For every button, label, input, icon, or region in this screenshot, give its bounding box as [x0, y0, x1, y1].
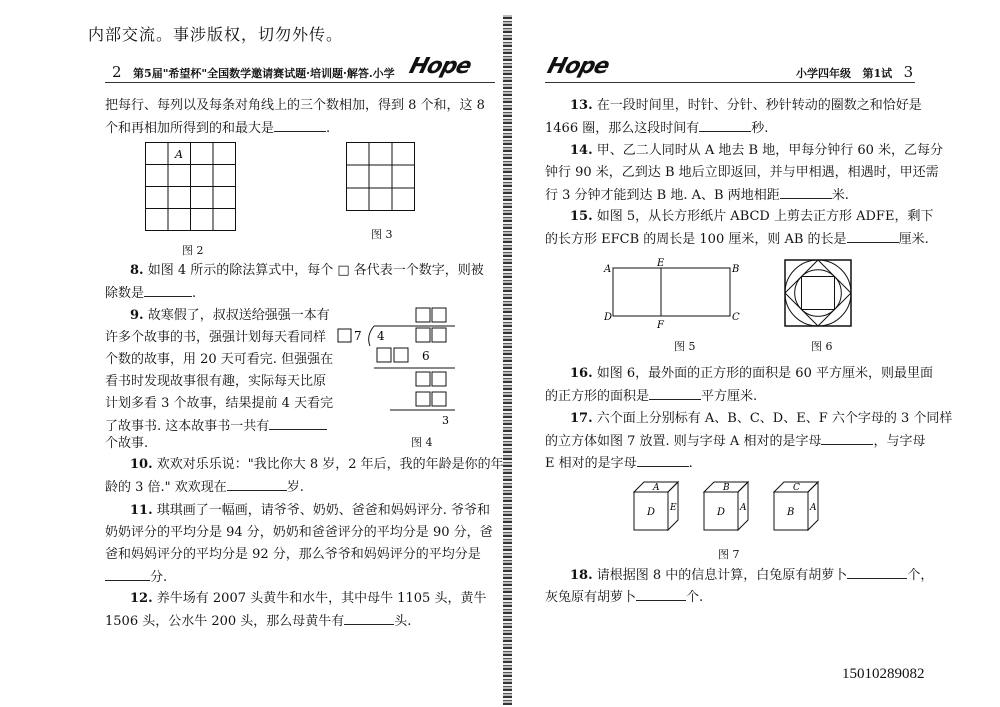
- fig4-box: [416, 328, 430, 342]
- q18-line1: 18. 请根据图 8 中的信息计算，白兔原有胡萝卜 个，: [570, 564, 933, 586]
- q14-line3: 行 3 分钟才能到达 B 地. A、B 两地相距 米.: [545, 184, 849, 206]
- fig2-cell-a: A: [175, 148, 183, 161]
- q9-line5: 计划多看 3 个故事，结果提前 4 天看完: [105, 396, 334, 411]
- fig4-quotient-digit: 4: [377, 329, 385, 343]
- q7-line1: 把每行、每列以及每条对角线上的三个数相加，得到 8 个和，这 8: [105, 98, 485, 113]
- cube1-top: A: [653, 483, 660, 493]
- fig5-label-c: C: [732, 312, 740, 323]
- right-page-number: 3: [903, 63, 914, 81]
- q17-line2: 的立方体如图 7 放置. 则与字母 A 相对的是字母 ，与字母: [545, 430, 925, 452]
- fig4-box: [432, 328, 446, 342]
- fig4-box: [432, 372, 446, 386]
- fig6-caption: 图 6: [811, 340, 833, 353]
- fig4-box: [377, 348, 391, 362]
- cube3-front: B: [787, 507, 795, 518]
- q18-line2: 灰兔原有胡萝卜 个.: [545, 586, 703, 608]
- fig4-box: [338, 329, 351, 342]
- q11-line4: 分.: [105, 566, 167, 588]
- fig4-box: [416, 392, 430, 406]
- fig4-product-digit: 6: [422, 349, 430, 363]
- left-page-number: 2: [112, 63, 122, 81]
- figure-3-grid: [346, 142, 416, 212]
- fig3-caption: 图 3: [371, 228, 393, 241]
- q17-line1: 17. 六个面上分别标有 A、B、C、D、E、F 六个字母的 3 个同样: [570, 411, 953, 426]
- left-header-title: 第5届"希望杯"全国数学邀请赛试题·培训题·解答.小学: [133, 67, 395, 80]
- right-header-grade: 小学四年级: [796, 67, 851, 80]
- q11-line3: 爸和妈妈评分的平均分是 92 分，那么爷爷和妈妈评分的平均分是: [105, 547, 481, 562]
- figure-7-cubes: [630, 478, 830, 536]
- q9-line6: 了故事书. 这本故事书一共有: [105, 415, 327, 437]
- copyright-notice: 内部交流。事涉版权，切勿外传。: [88, 25, 344, 44]
- q9-line4: 看书时发现故事很有趣，实际每天比原: [105, 374, 327, 389]
- cube-2: [704, 482, 748, 530]
- q11-line2: 奶奶评分的平均分是 94 分，奶奶和爸爸评分的平均分是 90 分，爸: [105, 525, 493, 540]
- fig4-box: [416, 372, 430, 386]
- figure-6-nested-squares: [783, 258, 855, 330]
- q8-line2: 除数是 .: [105, 282, 196, 304]
- fig4-box: [416, 308, 430, 322]
- figure-4-division: [330, 302, 470, 432]
- cube1-side: E: [670, 503, 677, 513]
- q16-line2: 的正方形的面积是 平方厘米.: [545, 385, 757, 407]
- fig4-box: [432, 392, 446, 406]
- cube1-front: D: [647, 507, 656, 518]
- fig5-caption: 图 5: [674, 340, 696, 353]
- cube3-top: C: [793, 483, 800, 493]
- fig5-label-a: A: [604, 264, 612, 275]
- q15-line2: 的长方形 EFCB 的周长是 100 厘米，则 AB 的长是 厘米.: [545, 228, 929, 250]
- cube2-front: D: [717, 507, 726, 518]
- q11-line1: 11. 琪琪画了一幅画，请爷爷、奶奶、爸爸和妈妈评分. 爷爷和: [130, 503, 491, 518]
- q13-line2: 1466 圈，那么这段时间有 秒.: [545, 117, 768, 139]
- q9-line1: 9. 故寒假了，叔叔送给强强一本有: [130, 308, 330, 323]
- fig5-label-b: B: [732, 264, 740, 275]
- fig4-caption: 图 4: [411, 436, 433, 449]
- book-spine: [503, 15, 512, 705]
- left-header-rule: [105, 82, 495, 83]
- phone-number: 15010289082: [842, 666, 925, 682]
- right-header-rule: [545, 82, 915, 83]
- cube-1: [634, 482, 678, 530]
- q15-line1: 15. 如图 5，从长方形纸片 ABCD 上剪去正方形 ADFE，剩下: [570, 209, 934, 224]
- fig5-label-f: F: [657, 320, 664, 330]
- q9-line3: 个数的故事，用 20 天可看完. 但强强在: [105, 352, 334, 367]
- cube-3: [774, 482, 818, 530]
- q8-line1: 8. 如图 4 所示的除法算式中，每个 □ 各代表一个数字，则被: [130, 263, 484, 278]
- q17-line3: E 相对的是字母 .: [545, 452, 693, 474]
- hope-logo-left: Hope: [406, 54, 474, 79]
- q14-line1: 14. 甲、乙二人同时从 A 地去 B 地，甲每分钟行 60 米，乙每分: [570, 143, 944, 158]
- q12-line2: 1506 头，公水牛 200 头，那么母黄牛有 头.: [105, 610, 411, 632]
- q12-line1: 12. 养牛场有 2007 头黄牛和水牛，其中母牛 1105 头，黄牛: [130, 591, 487, 606]
- q10-line1: 10. 欢欢对乐乐说："我比你大 8 岁，2 年后，我的年龄是你的年: [130, 457, 504, 472]
- right-running-header: [796, 63, 913, 81]
- fig5-label-e: E: [657, 258, 665, 269]
- q9-tail: 个故事.: [105, 436, 149, 451]
- right-header-test: 第1试: [862, 67, 893, 80]
- q16-line1: 16. 如图 6，最外面的正方形的面积是 60 平方厘米，则最里面: [570, 366, 933, 381]
- left-running-header: [112, 63, 395, 81]
- fig4-divisor-digit: 7: [354, 329, 362, 343]
- fig4-box: [394, 348, 408, 362]
- q7-line2: 个和再相加所得到的和最大是 .: [105, 117, 330, 139]
- cube2-side: A: [740, 503, 747, 513]
- fig7-caption: 图 7: [718, 548, 740, 561]
- q13-line1: 13. 在一段时间里，时针、分针、秒针转动的圈数之和恰好是: [570, 98, 922, 113]
- fig5-label-d: D: [604, 312, 613, 323]
- q9-line2: 许多个故事的书，强强计划每天看同样: [105, 330, 327, 345]
- fig2-caption: 图 2: [182, 244, 204, 257]
- cube3-side: A: [810, 503, 817, 513]
- figure-5-rectangle: [600, 258, 750, 330]
- q14-line2: 钟行 90 米，乙到达 B 地后立即返回，并与甲相遇，相遇时，甲还需: [545, 165, 939, 180]
- fig4-remainder: 3: [442, 414, 449, 427]
- q10-line2: 龄的 3 倍." 欢欢现在 岁.: [105, 476, 304, 498]
- fig4-box: [432, 308, 446, 322]
- figure-2-grid: [145, 142, 237, 232]
- cube2-top: B: [723, 483, 730, 493]
- hope-logo-right: Hope: [544, 54, 612, 79]
